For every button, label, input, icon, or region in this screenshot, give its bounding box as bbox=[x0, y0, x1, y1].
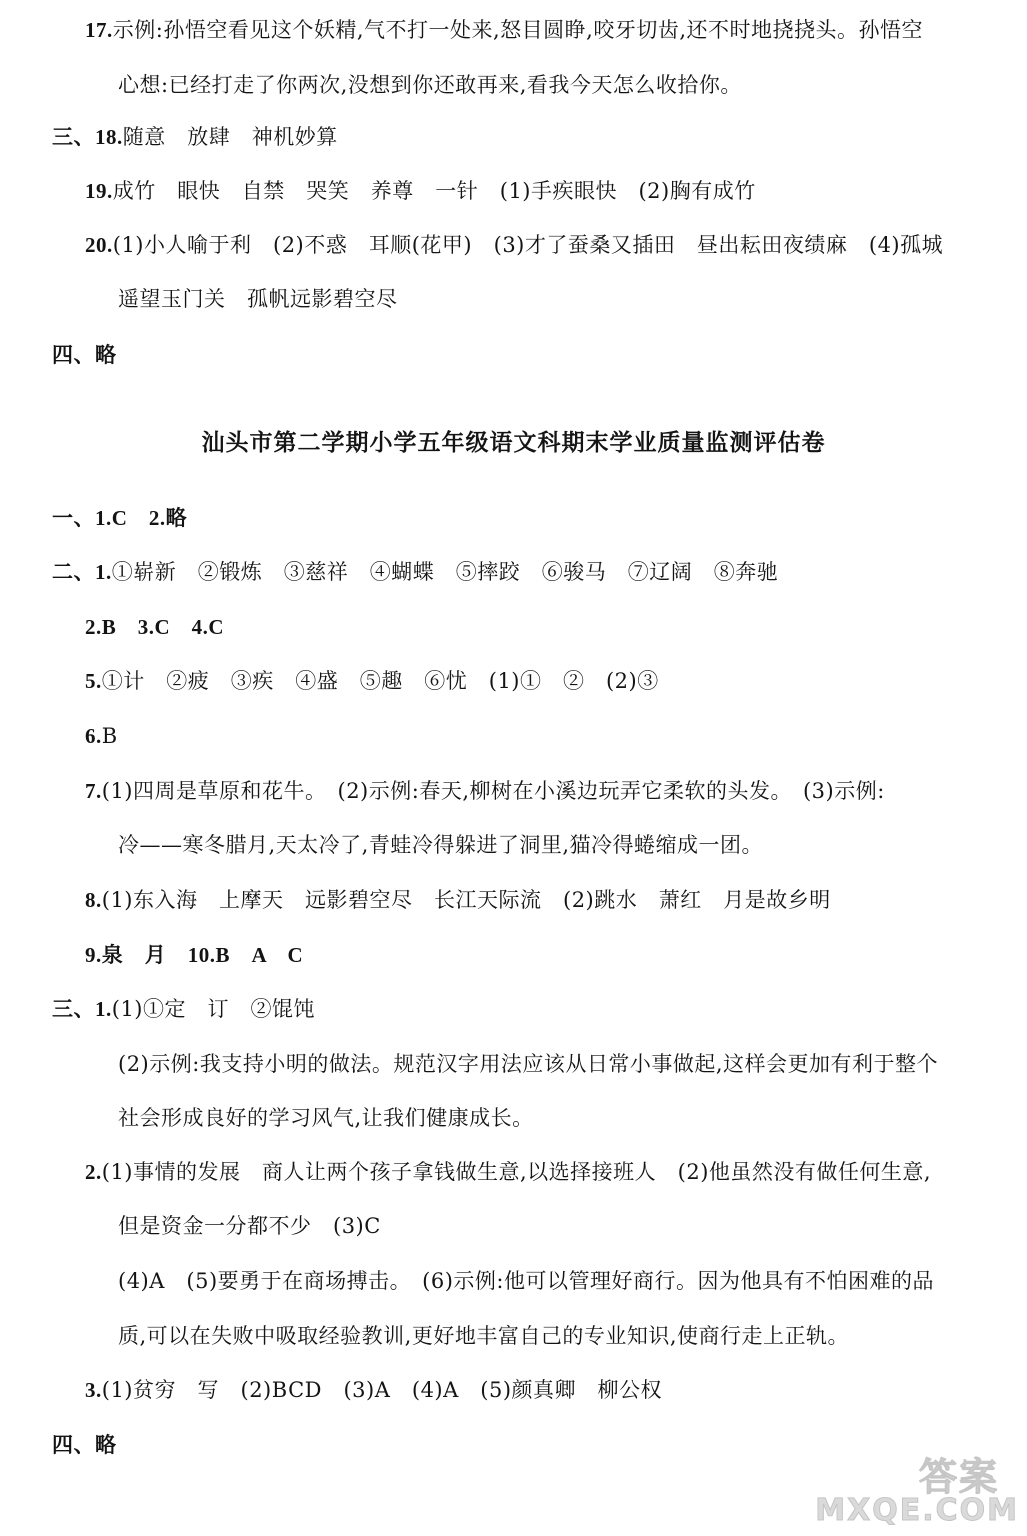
p3-q2-line4 bbox=[118, 1322, 849, 1350]
p3-q1-line2 bbox=[118, 1050, 938, 1078]
p3-q2-line1 bbox=[85, 1158, 931, 1186]
p2-q7-line1 bbox=[85, 777, 885, 805]
q17-line2 bbox=[118, 71, 742, 99]
q20-line2 bbox=[118, 285, 398, 313]
p2-q6-line bbox=[85, 722, 118, 750]
p2-q8-text: (1)东入海 上摩天 远影碧空尽 长江天际流 (2)跳水 萧红 月是故乡明 bbox=[101, 888, 831, 912]
watermark-bottom-text: MXQE.COM bbox=[815, 1493, 1019, 1528]
q17-line1 bbox=[85, 16, 923, 44]
q20-text-2: 遥望玉门关 孤帆远影碧空尽 bbox=[118, 287, 398, 311]
p2-q7-text-2: 冷——寒冬腊月,天太冷了,青蛙冷得躲进了洞里,猫冷得蜷缩成一团。 bbox=[118, 833, 764, 857]
p3-q2-line3 bbox=[118, 1267, 934, 1295]
p2-q1-number: 1. bbox=[95, 560, 112, 584]
q20-number: 20. bbox=[85, 233, 113, 257]
section2-part4: 四、略 bbox=[52, 1433, 117, 1457]
p2-q1-text: ①崭新 ②锻炼 ③慈祥 ④蝴蝶 ⑤摔跤 ⑥骏马 ⑦辽阔 ⑧奔驰 bbox=[111, 560, 779, 584]
watermark-top-text: 答案 bbox=[918, 1455, 999, 1499]
q20-line1 bbox=[85, 231, 943, 259]
watermark-logo bbox=[815, 1446, 1019, 1528]
q18-line bbox=[52, 123, 338, 151]
p2-label: 二、 bbox=[52, 560, 95, 584]
p3-q1-line1 bbox=[52, 995, 315, 1023]
p3-q3-number: 3. bbox=[85, 1378, 102, 1402]
q18-label: 三、18. bbox=[52, 125, 123, 149]
p2-q7-line2 bbox=[118, 831, 763, 859]
q17-text-2: 心想:已经打走了你两次,没想到你还敢再来,看我今天怎么收拾你。 bbox=[118, 73, 742, 97]
p3-q2-line2 bbox=[118, 1212, 381, 1240]
p3-q2-text-3: (4)A (5)要勇于在商场搏击。 (6)示例:他可以管理好商行。因为他具有不怕困难的品 bbox=[118, 1269, 934, 1293]
q18-text: 随意 放肆 神机妙算 bbox=[122, 125, 338, 149]
p3-q1-number: 1. bbox=[95, 997, 112, 1021]
q19-text: 成竹 眼快 自禁 哭笑 养尊 一针 (1)手疾眼快 (2)胸有成竹 bbox=[112, 179, 756, 203]
p3-q1-text-3: 社会形成良好的学习风气,让我们健康成长。 bbox=[118, 1106, 534, 1130]
q17-number: 17. bbox=[85, 18, 113, 42]
p2-q5-number: 5. bbox=[85, 669, 102, 693]
q20-text-1: (1)小人喻于利 (2)不惑 耳顺(花甲) (3)才了蚕桑又插田 昼出耘田夜绩麻 (4)孤城 bbox=[112, 233, 944, 257]
p3-label: 三、 bbox=[52, 997, 95, 1021]
p2-q5-line bbox=[85, 667, 659, 695]
p1-items: 1.C 2.略 bbox=[95, 506, 188, 530]
q19-line bbox=[85, 177, 756, 205]
p3-q2-text-1: (1)事情的发展 商人让两个孩子拿钱做生意,以选择接班人 (2)他虽然没有做任何生意, bbox=[101, 1160, 932, 1184]
p3-q3-text: (1)贫穷 写 (2)BCD (3)A (4)A (5)颜真卿 柳公权 bbox=[101, 1378, 663, 1402]
p2-q5-text: ①计 ②疲 ③疾 ④盛 ⑤趣 ⑥忧 (1)① ② (2)③ bbox=[101, 669, 659, 693]
p3-q3-line bbox=[85, 1376, 662, 1404]
p2-q8-number: 8. bbox=[85, 888, 102, 912]
p3-q2-text-4: 质,可以在失败中吸取经验教训,更好地丰富自己的专业知识,使商行走上正轨。 bbox=[118, 1324, 850, 1348]
p2-q234: 2.B 3.C 4.C bbox=[85, 615, 225, 639]
p1-line bbox=[52, 504, 187, 532]
p1-label: 一、 bbox=[52, 506, 95, 530]
p3-q1-text-2: (2)示例:我支持小明的做法。规范汉字用法应该从日常小事做起,这样会更加有利于整个 bbox=[118, 1052, 938, 1076]
q17-text-1: 示例:孙悟空看见这个妖精,气不打一处来,怒目圆睁,咬牙切齿,还不时地挠挠头。孙悟空 bbox=[112, 18, 924, 42]
p2-q910: 9.泉 月 10.B A C bbox=[85, 943, 304, 967]
p2-q6-number: 6. bbox=[85, 724, 102, 748]
q19-number: 19. bbox=[85, 179, 113, 203]
p3-q2-number: 2. bbox=[85, 1160, 102, 1184]
p2-q7-text-1: (1)四周是草原和花牛。 (2)示例:春天,柳树在小溪边玩弄它柔软的头发。 (3)示例: bbox=[101, 779, 885, 803]
p2-q8-line bbox=[85, 886, 831, 914]
p2-q7-number: 7. bbox=[85, 779, 102, 803]
p2-q6-text: B bbox=[101, 724, 118, 748]
p3-q1-text-1: (1)①定 订 ②馄饨 bbox=[111, 997, 315, 1021]
p2-q1-line bbox=[52, 558, 778, 586]
p3-q1-line3 bbox=[118, 1104, 534, 1132]
section1-part4: 四、略 bbox=[52, 343, 117, 367]
exam-title: 汕头市第二学期小学五年级语文科期末学业质量监测评估卷 bbox=[201, 430, 826, 456]
p3-q2-text-2: 但是资金一分都不少 (3)C bbox=[118, 1214, 381, 1238]
